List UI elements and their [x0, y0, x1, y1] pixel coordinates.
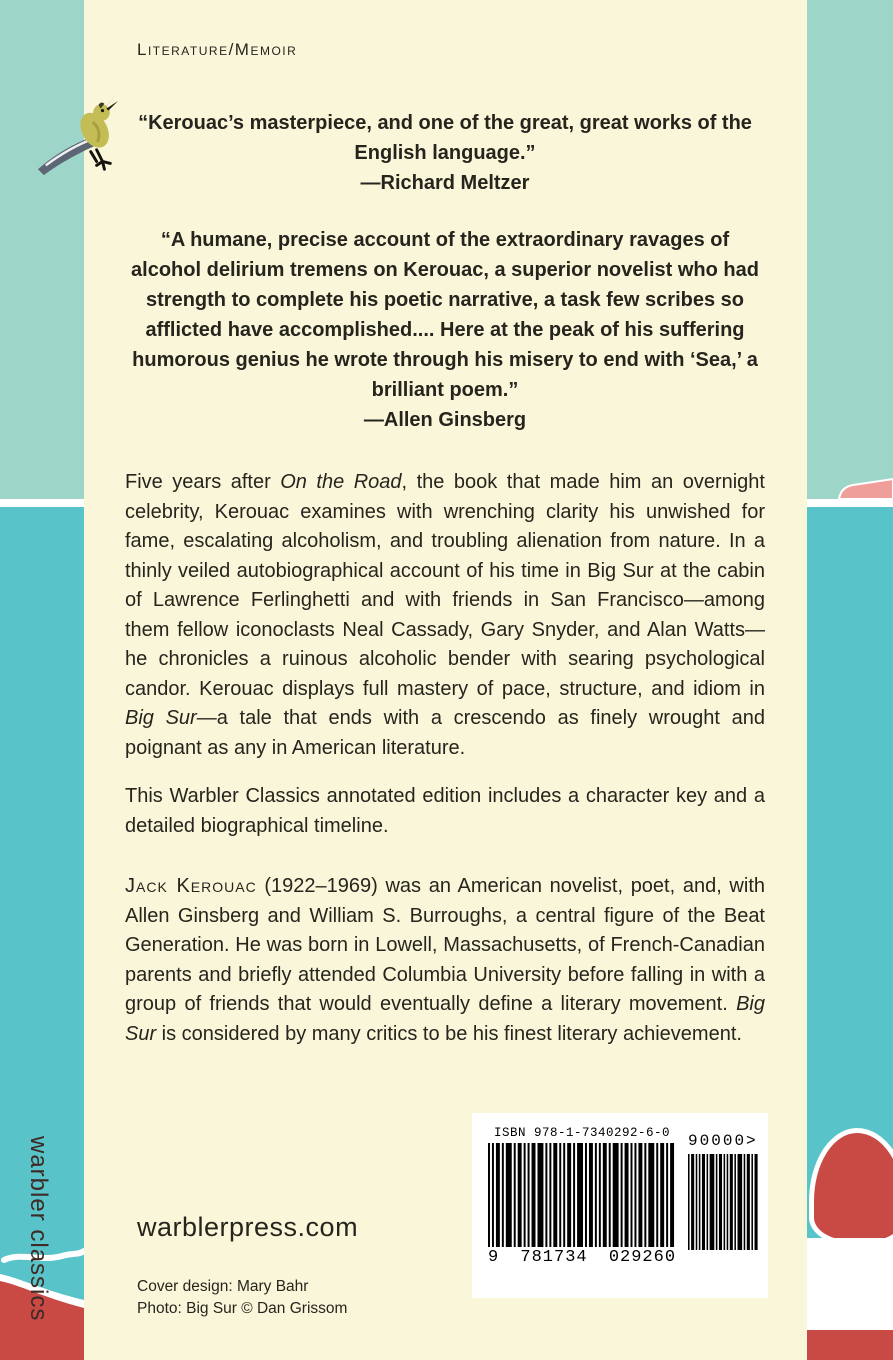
genre-label: Literature/Memoir — [137, 40, 298, 59]
left-strip-white-band — [0, 499, 84, 507]
spine-label: warbler classics — [25, 1136, 52, 1322]
pink-rock-decor — [837, 477, 893, 499]
quote-attribution: —Richard Meltzer — [360, 172, 530, 194]
cover-credits — [137, 1276, 347, 1320]
right-strip-white-band — [807, 499, 893, 507]
right-edge-strip — [807, 0, 893, 1360]
white-shelf-decor — [807, 1238, 893, 1330]
author-bio-paragraph: Jack Kerouac (1922–1969) was an American novelist, poet, and, with Allen Ginsberg and William S. Burroughs, a central figure of the Beat Generation. He was born in Lowell, Massachusetts, of French-Canadian parents and briefly attended Columbia University before falling in with a group of friends that would eventually define a literary movement. Big Sur is considered by many critics to be his finest literary achievement. — [125, 875, 765, 1045]
back-cover-panel — [84, 0, 807, 1360]
review-quote-meltzer — [125, 108, 765, 198]
review-quote-ginsberg — [125, 225, 765, 435]
red-footer-decor — [807, 1330, 893, 1360]
addon-barcode-bars — [688, 1154, 758, 1250]
synopsis-paragraph: Five years after On the Road, the book that made him an overnight celebrity, Kerouac examines with wrenching clarity his unwished for fame, escalating alcoholism, and troubling alienation from nature. In a thinly veiled autobiographical account of his time in Big Sur at the cabin of Lawrence Ferlinghetti and with friends in San Francisco—among them fellow iconoclasts Neal Cassady, Gary Snyder, and Alan Watts—he chronicles a ruinous alcoholic bender with searing psychological candor. Kerouac displays full mastery of pace, structure, and idiom in Big Sur—a tale that ends with a crescendo as finely wrought and poignant as any in American literature. — [125, 471, 765, 759]
warbler-bird-icon — [36, 92, 124, 184]
credit-line-photo: Photo: Big Sur © Dan Grissom — [137, 1300, 348, 1317]
left-strip-light-teal — [0, 0, 84, 499]
ean-barcode-bars — [488, 1143, 676, 1247]
price-addon — [688, 1126, 758, 1298]
publisher-website: warblerpress.com — [137, 1212, 359, 1242]
ean-barcode — [488, 1126, 676, 1298]
isbn-label: ISBN 978-1-7340292-6-0 — [494, 1126, 671, 1140]
quote-attribution: —Allen Ginsberg — [363, 409, 527, 431]
price-addon-code: 90000> — [688, 1132, 758, 1150]
quote-text: “Kerouac’s masterpiece, and one of the great, great works of the English language.” — [138, 112, 752, 164]
quote-text: “A humane, precise account of the extraordinary ravages of alcohol delirium tremens on Kerouac, a superior novelist who had strength to complete his poetic narrative, a task few scribes so afflicted have accomplished.... Here at the peak of his suffering humorous genius he wrote through his misery to end with ‘Sea,’ a brilliant poem.” — [131, 229, 759, 401]
right-strip-light-teal — [807, 0, 893, 499]
credit-line-design: Cover design: Mary Bahr — [137, 1278, 309, 1295]
barcode — [472, 1113, 768, 1298]
edition-note-paragraph: This Warbler Classics annotated edition includes a character key and a detailed biographical timeline. — [125, 785, 765, 837]
ean-digits: 9 781734 029260 — [488, 1248, 677, 1267]
